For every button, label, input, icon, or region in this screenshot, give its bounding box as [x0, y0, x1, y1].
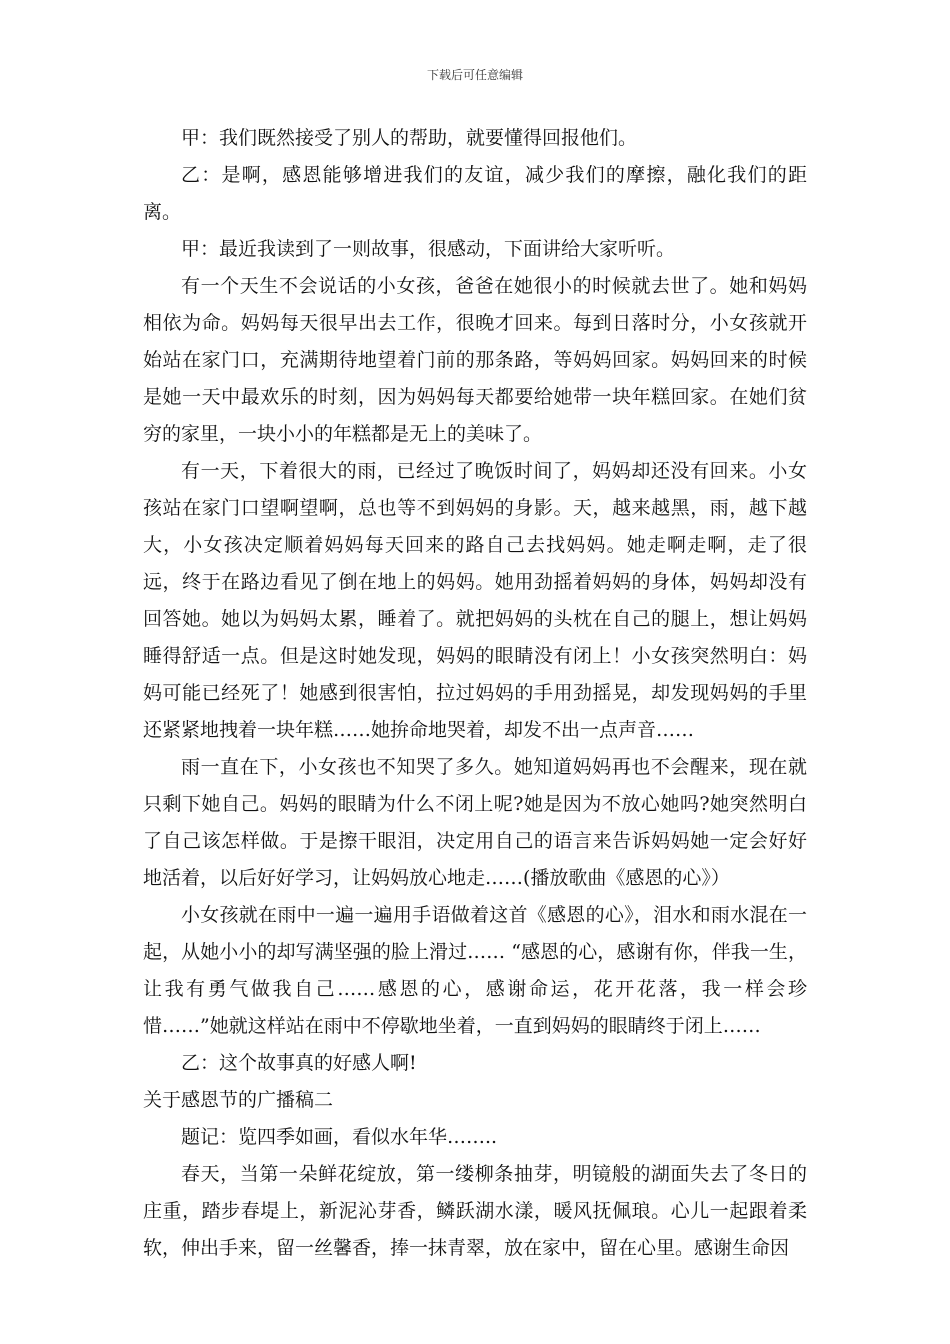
section-title: 关于感恩节的广播稿二 — [143, 1089, 334, 1111]
epigraph: 题记：览四季如画，看似水年华…….. — [181, 1126, 498, 1148]
dialogue-line: 乙：是啊，感恩能够增进我们的友谊，减少我们的摩擦，融化我们的距离。 — [143, 164, 807, 223]
story-paragraph: 有一天，下着很大的雨，已经过了晚饭时间了，妈妈却还没有回来。小女孩站在家门口望啊望啊，总也等不到妈妈的身影。天，越来越黑，雨，越下越大，小女孩决定顺着妈妈每天回来的路自己去找妈妈。她走啊走啊，走了很远，终于在路边看见了倒在地上的妈妈。她用劲摇着妈妈的身体，妈妈却没有回答她。她以为妈妈太累，睡着了。就把妈妈的头枕在自己的腿上，想让妈妈睡得舒适一点。但是这时她发现，妈妈的眼睛没有闭上！小女孩突然明白：妈妈可能已经死了！她感到很害怕，拉过妈妈的手用劲摇晃，却发现妈妈的手里还紧紧地拽着一块年糕……她拚命地哭着，却发不出一点声音…… — [143, 460, 807, 741]
dialogue-line: 乙：这个故事真的好感人啊! — [181, 1052, 417, 1074]
story-paragraph: 有一个天生不会说话的小女孩，爸爸在她很小的时候就去世了。她和妈妈相依为命。妈妈每天很早出去工作，很晚才回来。每到日落时分，小女孩就开始站在家门口，充满期待地望着门前的那条路，等妈妈回家。妈妈回来的时候是她一天中最欢乐的时刻，因为妈妈每天都要给她带一块年糕回家。在她们贫穷的家里，一块小小的年糕都是无上的美味了。 — [143, 275, 807, 445]
dialogue-line: 甲：我们既然接受了别人的帮助，就要懂得回报他们。 — [181, 127, 638, 149]
dialogue-line: 甲：最近我读到了一则故事，很感动，下面讲给大家听听。 — [181, 238, 676, 260]
story-paragraph: 雨一直在下，小女孩也不知哭了多久。她知道妈妈再也不会醒来，现在就只剩下她自己。妈妈的眼睛为什么不闭上呢?她是因为不放心她吗?她突然明白了自己该怎样做。于是擦干眼泪，决定用自己的语言来告诉妈妈她一定会好好地活着，以后好好学习，让妈妈放心地走……(播放歌曲《感恩的心》） — [143, 756, 807, 889]
page-header-note: 下载后可任意编辑 — [426, 68, 523, 82]
document-body — [143, 120, 807, 1267]
essay-paragraph: 春天，当第一朵鲜花绽放，第一缕柳条抽芽，明镜般的湖面失去了冬日的庄重，踏步春堤上，新泥沁芽香，鳞跃湖水漾，暖风抚佩琅。心儿一起跟着柔软，伸出手来，留一丝馨香，捧一抹青翠，放在家中，留在心里。感谢生命因 — [143, 1163, 807, 1259]
story-paragraph: 小女孩就在雨中一遍一遍用手语做着这首《感恩的心》，泪水和雨水混在一起，从她小小的却写满坚强的脸上滑过…… “感恩的心，感谢有你，伴我一生，让我有勇气做我自己……感恩的心，感谢命运，花开花落，我一样会珍惜……”她就这样站在雨中不停歇地坐着，一直到妈妈的眼睛终于闭上…… — [143, 904, 807, 1037]
